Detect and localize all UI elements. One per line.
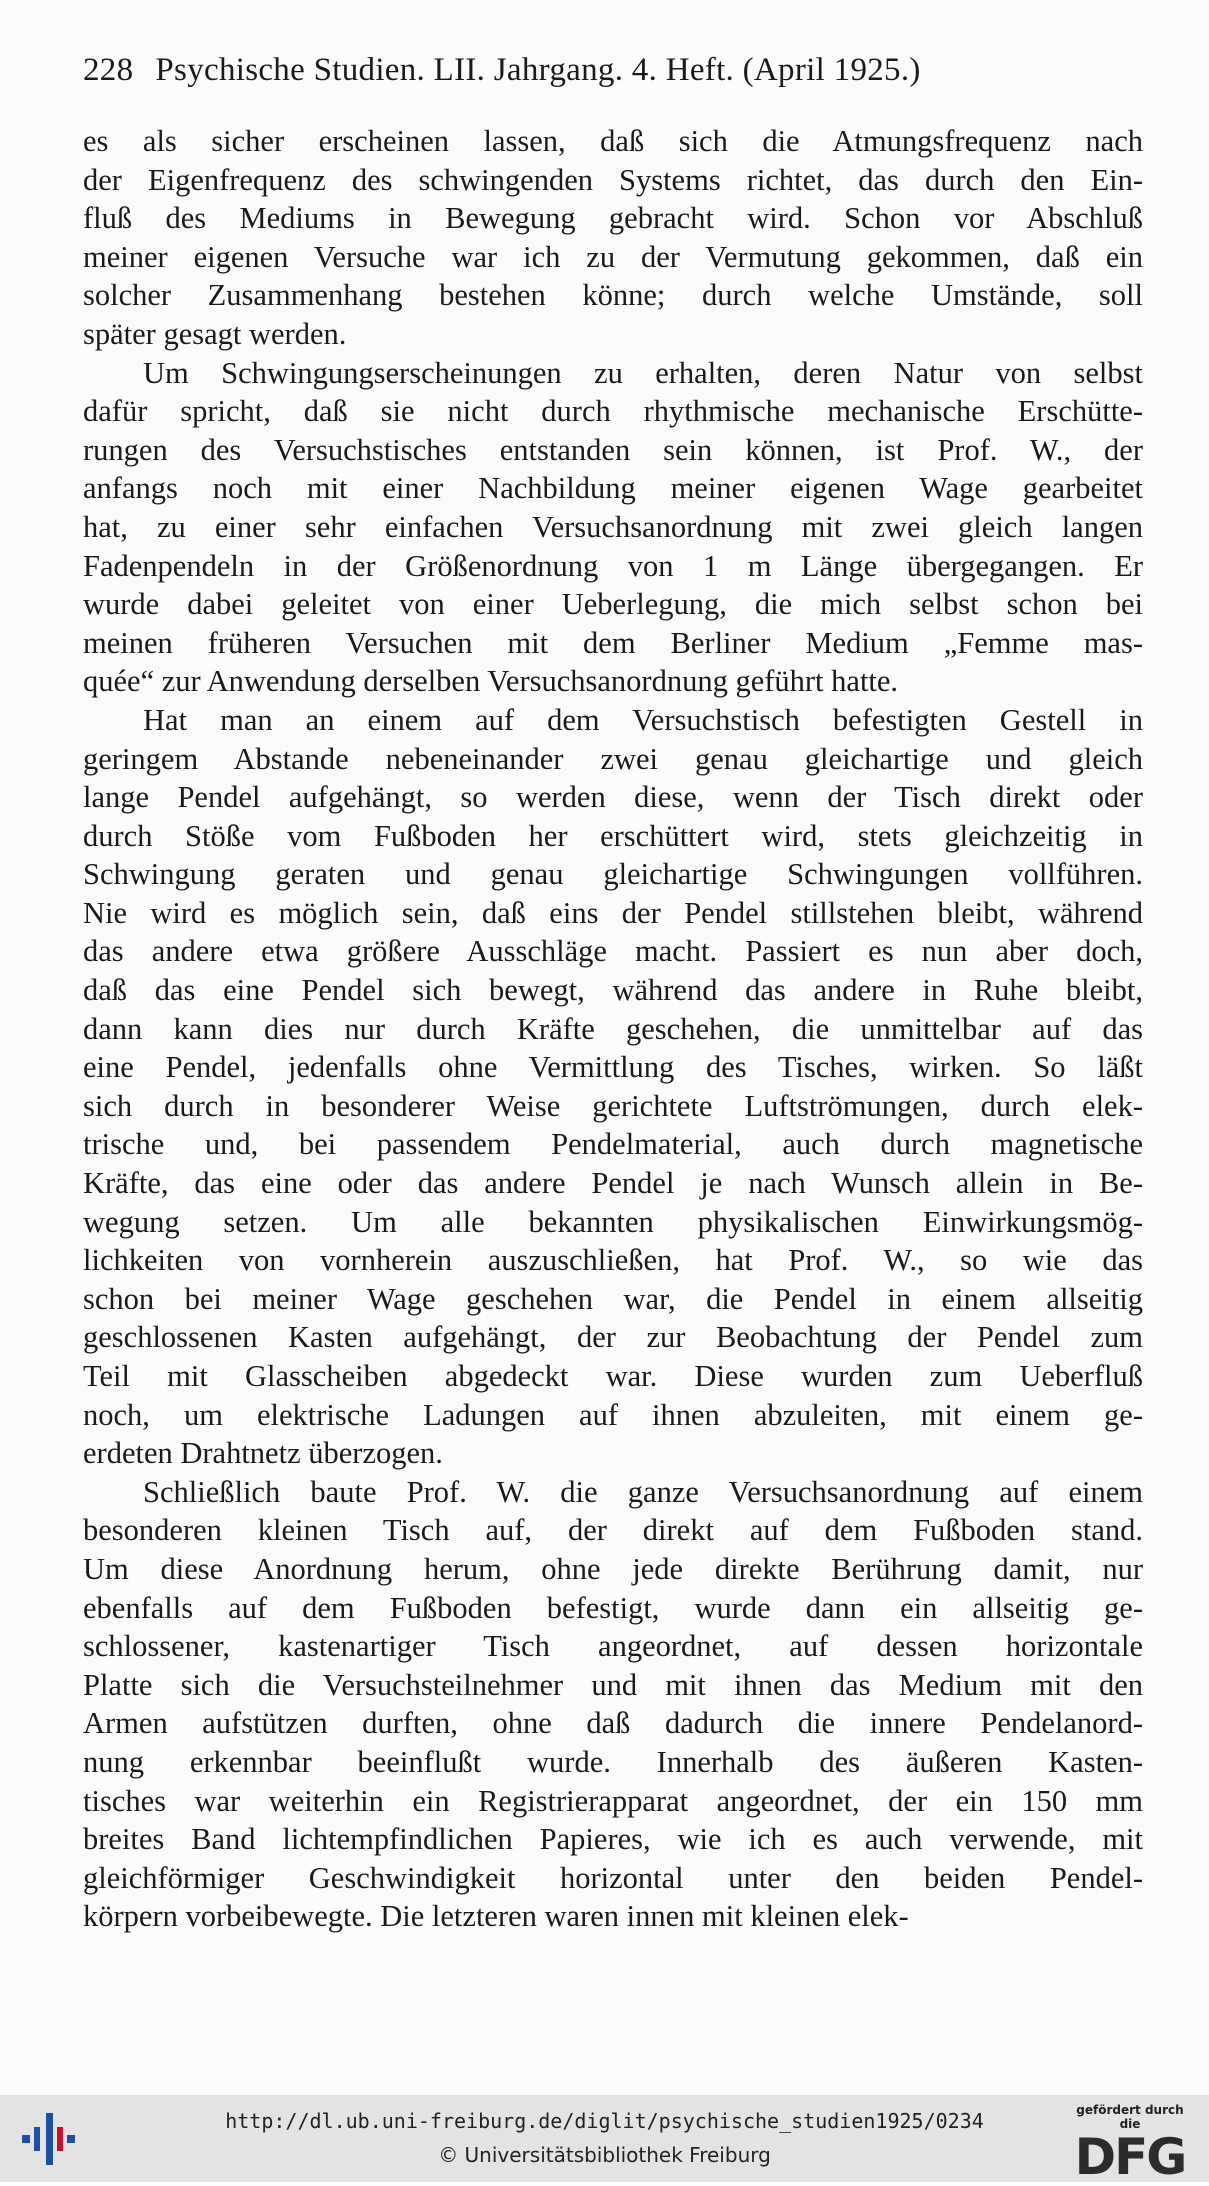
text-line: noch, um elektrische Ladungen auf ihnen abzuleiten, mit einem ge- (83, 1397, 1143, 1432)
text-line: Nie wird es möglich sein, daß eins der Pendel stillstehen bleibt, während (83, 895, 1143, 930)
text-line: Platte sich die Versuchsteilnehmer und mit ihnen das Medium mit den (83, 1667, 1143, 1702)
text-line: Hat man an einem auf dem Versuchstisch befestigten Gestell in (143, 702, 1143, 737)
text-line: Schließlich baute Prof. W. die ganze Versuchsanordnung auf einem (143, 1474, 1143, 1509)
text-line: durch Stöße vom Fußboden her erschüttert wird, stets gleichzeitig in (83, 818, 1143, 853)
text-line: fluß des Mediums in Bewegung gebracht wird. Schon vor Abschluß (83, 201, 1143, 236)
text-line: breites Band lichtempfindlichen Papieres, wie ich es auch verwende, mit (83, 1822, 1143, 1857)
text-line: Fadenpendeln in der Größenordnung von 1 m Länge übergegangen. Er (83, 548, 1143, 583)
text-line: das andere etwa größere Ausschläge macht. Passiert es nun aber doch, (83, 934, 1143, 969)
text-line: der Eigenfrequenz des schwingenden Systems richtet, das durch den Ein- (83, 162, 1143, 197)
text-line: besonderen kleinen Tisch auf, der direkt auf dem Fußboden stand. (83, 1513, 1143, 1548)
text-line: eine Pendel, jedenfalls ohne Vermittlung des Tisches, wirken. So läßt (83, 1050, 1143, 1085)
text-line: hat, zu einer sehr einfachen Versuchsanordnung mit zwei gleich langen (83, 509, 1143, 544)
text-line: daß das eine Pendel sich bewegt, während das andere in Ruhe bleibt, (83, 973, 1143, 1008)
text-line: geschlossenen Kasten aufgehängt, der zur Beobachtung der Pendel zum (83, 1320, 1143, 1355)
running-header (83, 52, 1083, 89)
text-line: es als sicher erscheinen lassen, daß sich die Atmungsfrequenz nach (83, 124, 1143, 158)
running-title: Psychische Studien. LII. Jahrgang. 4. Heft. (April 1925.) (155, 52, 921, 88)
text-line: trische und, bei passendem Pendelmaterial, auch durch magnetische (83, 1127, 1143, 1162)
text-line: anfangs noch mit einer Nachbildung meiner eigenen Wage gearbeitet (83, 471, 1143, 506)
text-line: dafür spricht, daß sie nicht durch rhythmische mechanische Erschütte- (83, 394, 1143, 429)
body-text (83, 122, 1143, 1936)
text-line: Schwingung geraten und genau gleichartige Schwingungen vollführen. (83, 857, 1143, 892)
page-number: 228 (83, 52, 134, 88)
text-line: sich durch in besonderer Weise gerichtete Luftströmungen, durch elek- (83, 1088, 1143, 1123)
text-line: rungen des Versuchstisches entstanden sein können, ist Prof. W., der (83, 432, 1143, 467)
text-line: Armen aufstützen durften, ohne daß dadurch die innere Pendelanord- (83, 1706, 1143, 1741)
text-line: körpern vorbeibewegte. Die letzteren waren innen mit kleinen elek- (83, 1899, 909, 1934)
text-line: solcher Zusammenhang bestehen könne; durch welche Umstände, soll (83, 278, 1143, 313)
text-line: gleichförmiger Geschwindigkeit horizontal unter den beiden Pendel- (83, 1860, 1143, 1895)
text-line: schlossener, kastenartiger Tisch angeordnet, auf dessen horizontale (83, 1629, 1143, 1664)
dfg-logo-text: DFG (1074, 2128, 1186, 2186)
text-line: Um Schwingungserscheinungen zu erhalten, deren Natur von selbst (143, 355, 1143, 390)
text-line: wegung setzen. Um alle bekannten physikalischen Einwirkungsmög- (83, 1204, 1143, 1239)
dfg-caption: gefördert durch die (1076, 2103, 1184, 2131)
text-line: schon bei meiner Wage geschehen war, die Pendel in einem allseitig (83, 1281, 1143, 1316)
text-line: tisches war weiterhin ein Registrierapparat angeordnet, der ein 150 mm (83, 1783, 1143, 1818)
text-line: ebenfalls auf dem Fußboden befestigt, wurde dann ein allseitig ge- (83, 1590, 1143, 1625)
footer-bar (0, 2095, 1209, 2186)
text-line: geringem Abstande nebeneinander zwei genau gleichartige und gleich (83, 741, 1143, 776)
text-line: dann kann dies nur durch Kräfte geschehen, die unmittelbar auf das (83, 1011, 1143, 1046)
permalink-url[interactable]: http://dl.ub.uni-freiburg.de/diglit/psychische_studien1925/0234 (225, 2109, 984, 2133)
text-line: Teil mit Glasscheiben abgedeckt war. Diese wurden zum Ueberfluß (83, 1359, 1143, 1393)
text-line: quée“ zur Anwendung derselben Versuchsanordnung geführt hatte. (83, 664, 899, 699)
text-line: nung erkennbar beeinflußt wurde. Innerhalb des äußeren Kasten- (83, 1744, 1143, 1779)
copyright-notice: © Universitätsbibliothek Freiburg (438, 2143, 771, 2167)
text-line: Um diese Anordnung herum, ohne jede direkte Berührung damit, nur (83, 1551, 1143, 1586)
text-line: meinen früheren Versuchen mit dem Berliner Medium „Femme mas- (83, 625, 1143, 660)
text-line: Kräfte, das eine oder das andere Pendel je nach Wunsch allein in Be- (83, 1166, 1143, 1201)
text-line: wurde dabei geleitet von einer Ueberlegung, die mich selbst schon bei (83, 587, 1143, 622)
text-line: meiner eigenen Versuche war ich zu der Vermutung gekommen, daß ein (83, 239, 1143, 274)
text-line: erdeten Drahtnetz überzogen. (83, 1436, 443, 1471)
text-line: lichkeiten von vornherein auszuschließen, hat Prof. W., so wie das (83, 1243, 1143, 1278)
text-line: lange Pendel aufgehängt, so werden diese, wenn der Tisch direkt oder (83, 780, 1143, 815)
text-line: später gesagt werden. (83, 316, 347, 351)
dfg-logo (1065, 2103, 1195, 2186)
